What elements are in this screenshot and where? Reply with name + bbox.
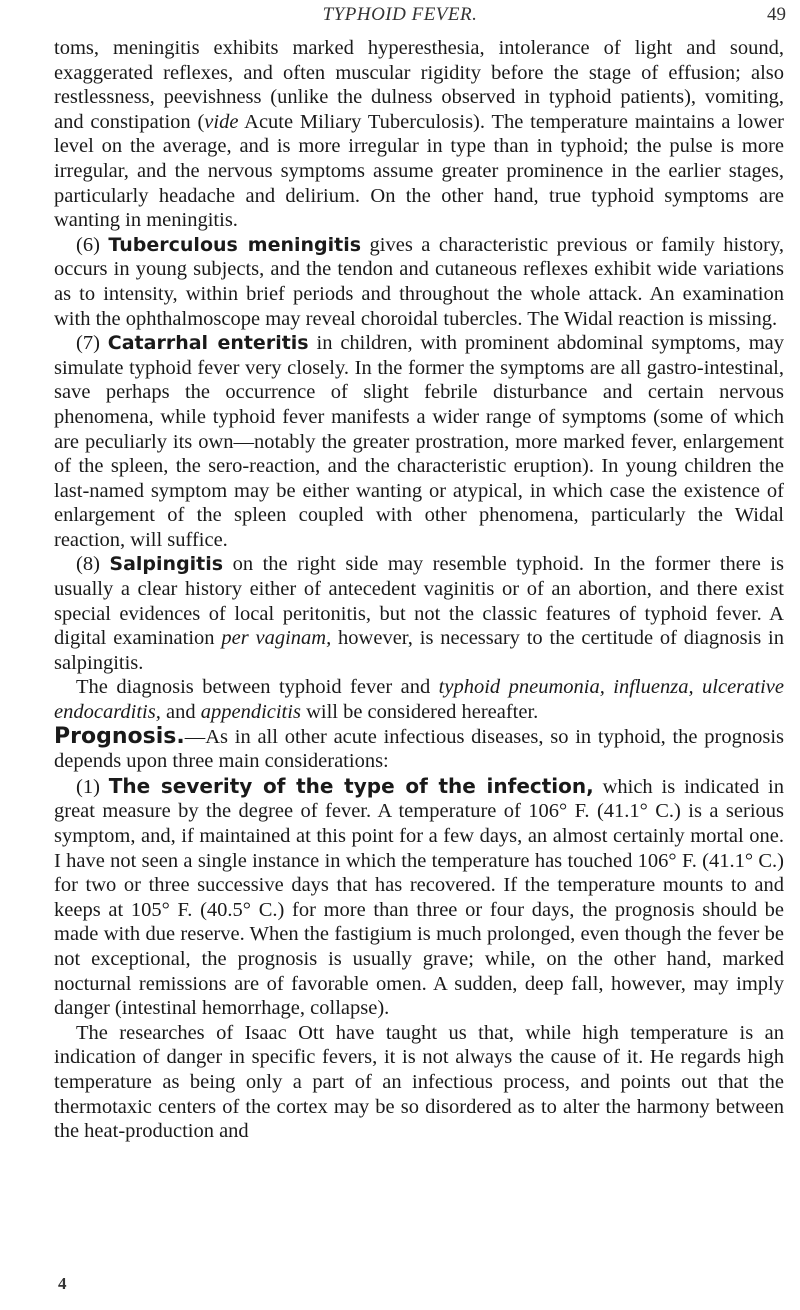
- running-title: TYPHOID FEVER.: [322, 4, 478, 25]
- term-tuberculous-meningitis: Tuberculous meningitis: [108, 233, 362, 256]
- paragraph-severity: (1) The severity of the type of the infection, which is indicated in great measure by the degree of fever. A temperature of 106° F. (41.1° C.) is a serious symptom, and, if maintained at this point for a few days, an almost certainly mortal one. I have not seen a single instance in which the temperature has touched 106° F. (41.1° C.) for two or three successive days that has recovered. If the temperature mounts to and keeps at 105° F. (40.5° C.) for more than three or four days, the prognosis should be made with due reserve. When the fastigium is much prolonged, even though the fever be not exceptional, the prognosis is usually grave; while, on the other hand, marked nocturnal remissions are of favorable omen. A sudden, deep fall, however, may imply danger (intestinal hemorrhage, collapse).: [54, 773, 784, 1020]
- paragraph-salpingitis: (8) Salpingitis on the right side may resemble typhoid. In the former there is usually a clear history either of antecedent vaginitis or of an abortion, and there exist special evidences of local peritonitis, but not the classic features of typhoid fever. A digital examination per vaginam, however, is necessary to the certitude of diagnosis in salpingitis.: [54, 553, 784, 674]
- page-header: [0, 4, 800, 32]
- term-catarrhal-enteritis: Catarrhal enteritis: [107, 332, 309, 355]
- paragraph-ott: The researches of Isaac Ott have taught us that, while high temperature is an indication of danger in specific fevers, it is not always the cause of it. He regards high temperature as being only a part of an infectious process, and points out that the thermotaxic centers of the cortex may be so disordered as to alter the harmony between the heat-production and: [54, 1021, 784, 1143]
- paragraph-catarrhal-enteritis: (7) Catarrhal enteritis in children, with prominent abdominal symptoms, may simulate typhoid fever very closely. In the former the symptoms are all gastro-intestinal, save perhaps the occurrence of slight febrile disturbance and certain nervous phenomena, while typhoid fever manifests a wider range of symptoms (some of which are peculiarly its own—notably the greater prostration, more marked fever, enlargement of the spleen, the sero-reaction, and the characteristic eruption). In young children the last-named symptom may be either wanting or atypical, in which case the existence of enlargement of the spleen coupled with other phenomena, particularly the Widal reaction, will suffice.: [54, 332, 784, 551]
- signature-mark: 4: [58, 1274, 67, 1293]
- term-severity: The severity of the type of the infection,: [108, 773, 594, 798]
- paragraph-prognosis: Prognosis.—As in all other acute infectious diseases, so in typhoid, the prognosis depends upon three main considerations:: [54, 723, 784, 773]
- page-number: 49: [767, 4, 786, 25]
- body-text: [54, 36, 784, 1144]
- paragraph-tuberculous-meningitis: (6) Tuberculous meningitis gives a characteristic previous or family history, occurs in young subjects, and the tendon and cutaneous reflexes exhibit wide variations as to intensity, within brief periods and throughout the whole attack. An examination with the ophthalmoscope may reveal choroidal tubercles. The Widal reaction is missing.: [54, 233, 784, 330]
- section-heading-prognosis: Prognosis.: [54, 723, 185, 749]
- paragraph-differential: The diagnosis between typhoid fever and typhoid pneumonia, influenza, ulcerative endocarditis, and appendicitis will be considered hereafter.: [54, 676, 784, 724]
- paragraph-meningitis: toms, meningitis exhibits marked hyperesthesia, intolerance of light and sound, exaggerated reflexes, and often muscular rigidity before the stage of effusion; also restlessness, peevishness (unlike the dulness observed in typhoid patients), vomiting, and constipation (vide Acute Miliary Tuberculosis). The temperature maintains a lower level on the average, and is more irregular in type than in typhoid; the pulse is more irregular, and the nervous symptoms assume greater prominence in the earlier stages, particularly headache and delirium. On the other hand, true typhoid symptoms are wanting in meningitis.: [54, 37, 784, 232]
- term-salpingitis: Salpingitis: [109, 553, 224, 576]
